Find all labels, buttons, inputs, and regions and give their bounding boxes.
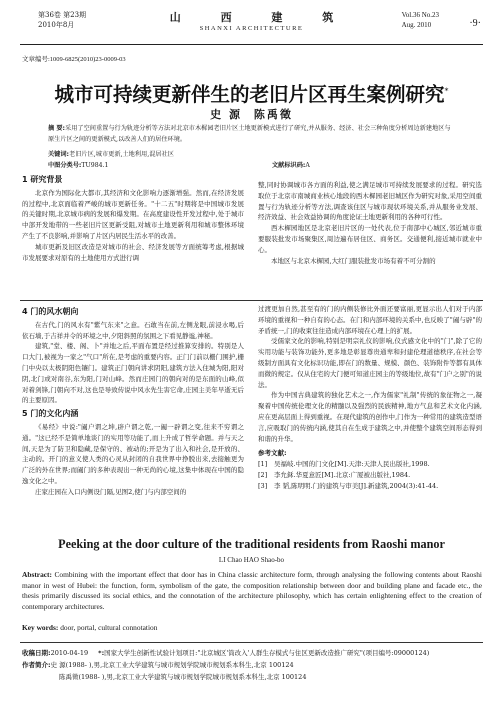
column-right-top [258, 180, 482, 296]
column-left-bottom [22, 304, 244, 522]
english-authors: LI Chao HAO Shao-bo [218, 556, 285, 564]
author-bio: 陈禹徵(1988- ),男,北京工业大学建筑与城市规划学院城市规划系本科生,北京 100124 [59, 673, 307, 681]
paragraph: 庄家庄园在入口内侧设门隔,见图2,使门与内部空间的 [35, 487, 187, 496]
date-cn: 2010年8月 [38, 21, 75, 29]
footer-author-1 [22, 660, 482, 671]
column-right-bottom [258, 304, 482, 522]
section-heading: 1 研究背景 [22, 175, 63, 184]
paragraph: 整,同时协调城市各方面的利益,使之满足城市可持续发展要求的过程。研究选取位于北京市南城商业核心地段的西木樨园老旧城区作为研究对象,采用空间重置与行为轨迹分析等方法,调查该住区与城市现状环境关系,并从服务业发展、经济效益、社会效益协调的角度论证土地更新利用的各种可行性。 [258, 181, 482, 222]
section-divider [20, 300, 483, 301]
english-keywords-label: Key words: [22, 623, 59, 632]
footer-divider [20, 642, 483, 643]
reference-number: [3] [258, 481, 268, 490]
fund-label: *: [98, 649, 105, 657]
header-right [402, 10, 439, 30]
reference-text: 李允鉌.华夏意匠[M].北京:广厦被出版社,1984. [274, 470, 411, 479]
author-bio: 史 源(1988- ),男,北京工业大学建筑与城市规划学院城市规划系本科生,北京 100124 [50, 661, 294, 669]
doc-code [272, 161, 310, 172]
page-number: ·9· [469, 18, 481, 29]
english-keywords [22, 623, 482, 634]
section-heading: 4 门的风水朝向 [22, 307, 79, 316]
paper-title-text: 城市可持续更新伴生的老旧片区再生案例研究 [54, 83, 445, 106]
abstract-cn [48, 124, 452, 145]
paragraph: 过渡更加自然,甚至有的门的内侧装修比外面还要富丽,更显示出人们对于内部环境的重视和一种自有的心态。在门和内部环境的关系中,也反映了"阖与辟"的矛盾统一,门的收束往往造成内部环境在心理上的扩展。 [258, 305, 482, 335]
doc-code-label: 文献标识码: [272, 162, 306, 169]
abstract-text: 采用了空间重置与行为轨迹分析等方法对北京市木樨园老旧片区土地更新模式进行了研究,并从服务、经济、社会三种角度分析周边新建地区与原生片区之间的更新模式,以改善人们的居住环境。 [48, 125, 451, 143]
classification-value: TU984.1 [81, 162, 109, 169]
article-number: 文章编号:1009-6825(2010)23-0009-03 [22, 56, 126, 63]
fund-note [98, 649, 429, 657]
reference-item [258, 470, 482, 481]
english-abstract [22, 570, 482, 612]
author-name: 陈禹徵 [253, 108, 293, 121]
english-title: Peeking at the door culture of the traditional residents from Raoshi manor [58, 537, 445, 551]
reference-item [258, 481, 482, 492]
volume-en: Vol.36 No.23 [401, 11, 439, 19]
author-name: 史 源 [210, 108, 242, 121]
paper-title [0, 79, 503, 107]
title-footnote-mark: * [444, 86, 449, 96]
english-abstract-text: Combining with the important effect that door has in China classic architecture form, through analysing the following contents about Raoshi manor in west of Hubei: the function, form, symbolism of the gate, the composition relationship between door and building plane and facade etc., the thesis primarily discussed its social ethics, and the connotation of the architecture philosophy, which has certain enlightening effect to the creation of contemporary architectures. [22, 570, 482, 611]
reference-item [258, 459, 482, 470]
paragraph: 西木樨园地区是北京老旧片区的一处代表,位于南部中心城区,邻近城市重要服装批发市场聚集区,周边遍布居住区、商务区。交通便利,接近城市就业中心。 [258, 224, 482, 254]
footer-author-2 [22, 672, 503, 683]
paragraph: 本地区与北京木樨园,大红门服装批发市场有着不可分割的 [271, 256, 436, 265]
paragraph: 城市更新及旧区改造是对城市的社会、经济发展等方面统筹考虑,根据城市发展要求对原有的土地使用方式进行调 [22, 242, 244, 262]
paragraph: 《易经》中说:"阖户谓之坤,辟户谓之乾,一阖一辟谓之变,往来不穷谓之通。"这已经不是简单地谈门的实用等功能了,而上升成了哲学命题。并与天之间,天是为了防卫和隐藏,是保守的、被动的;开是为了出入和社会,是开放的、主动的。开门的意义使人类的心灵从封闭的自我世界中挣脱出来,去接触更为广泛的外在世界;而阖门的多种表现出一种无尚的心境,这集中体现在中国的隐逸文化之中。 [22, 422, 244, 485]
reference-number: [1] [258, 460, 268, 469]
reference-text: 吴福岐.中国的门文化[M].天津:天津人民出版社,1998. [274, 460, 430, 469]
keywords-cn [48, 150, 452, 161]
english-abstract-label: Abstract: [22, 570, 52, 579]
section-heading: 5 门的文化内涵 [22, 409, 79, 419]
reference-text: 李 韬,陈明明.门的建筑与审美[J].新建筑,2004(3):41-44. [274, 481, 439, 490]
paragraph: 在古代,门的风水有"紫气东来"之意。石敢当在前,左侧龙眼,前浸水喝,后依石墙,于吉祥并令的环境之中,夕阳斜照的氛围之下看见静谧,神秘。 [22, 320, 244, 340]
doc-code-value: A [305, 162, 310, 169]
keywords-label: 关键词: [48, 151, 70, 158]
fund-text: 国家大学生创新性试验计划项目:"北京城区'筒改入'人群生存模式与住区更新改造推广研究"(项目编号:09000124) [104, 649, 430, 657]
column-left-top [22, 172, 244, 296]
paragraph: 作为中国古典建筑的独化艺术之一,作为儒家"礼制"传统的象征物之一,凝聚着中国传统伦理文化的精髓以及强烈的民族精神,地方气息和艺术文化内涵,应在更高层面上得到重视。在现代建筑的创作中,门作为一种常用的建筑造型语言,应吸取门的传统内涵,使其自在生成于建筑之中,并使整个建筑空间形态得到和谐的升华。 [258, 391, 482, 443]
paragraph: 北京作为国际化大都市,其经济和文化影响力逐渐增强。然而,在经济发展的过程中,北京面临着严峻的城市更新任务。"十二五"时期将是中国城市发展的关键时期,北京城市病的发展和爆发期。在高度建设性开发过程中,处于城市中部开发地带的一些老旧片区更新受阻,对城市土地更新利用和城市整体环境产生了不良影响,并影响了片区内居民生活水平的改善。 [22, 188, 244, 240]
date-en: Aug. 2010 [401, 21, 432, 29]
paragraph: 建筑,"堂、楼、阁、卜"并地之后,平面布置是经过推算安排的。特别是人口大门,被视为一家之"气口"所在,是考虑的重要内容。正门门前以栅门围护,栅门中央以太极阴阳色镶门。建筑正门朝向讲求阴阳,建筑方法入住城为阳,阳对阴,北门或对南谷,东为阳,门对山峰。然而庄园门的朝向对的是东面的山峰,似对着剑锋,门朝向不对,这也是导致传说中风水先生害它命,庄园主美年早逝无后的主要原因。 [22, 342, 244, 405]
footer-received [22, 648, 482, 659]
author-bio-label: 作者简介: [22, 661, 51, 669]
classification-label: 中图分类号: [48, 162, 82, 169]
journal-name-en: SHANXI ARCHITECTURE [199, 25, 304, 32]
english-keywords-text: door, portal, cultural connotation [60, 623, 158, 632]
running-header [20, 6, 483, 45]
received-label: 收稿日期: [22, 649, 51, 657]
volume-cn: 第36卷 第23期 [38, 11, 87, 19]
paragraph: 受儒家文化的影响,特别是明宗礼仪的影响,仪式感文化中的"门",除了它的实用功能与装饰功能外,更多地是彰显尊贵通卑和封建伦理道德秩序,在社会等级制方面具有文化标识功能,即在门的数量、规模、颜色、装饰附件等都有具体而微的规定。仅从住宅的大门便可知道庄园主的等级地位,故有"门户之别"的说法。 [258, 337, 482, 389]
reference-number: [2] [258, 470, 268, 479]
journal-name-cn: 山 西 建 筑 [169, 11, 352, 24]
keywords-text: 老旧片区,城市更新,土地利用,混居社区 [69, 151, 174, 158]
classification-line [48, 161, 452, 172]
references-heading: 参考文献: [258, 449, 287, 458]
author-line [0, 106, 503, 122]
received-date: 2010-04-19 [50, 649, 89, 657]
abstract-label: 摘 要: [48, 125, 66, 132]
